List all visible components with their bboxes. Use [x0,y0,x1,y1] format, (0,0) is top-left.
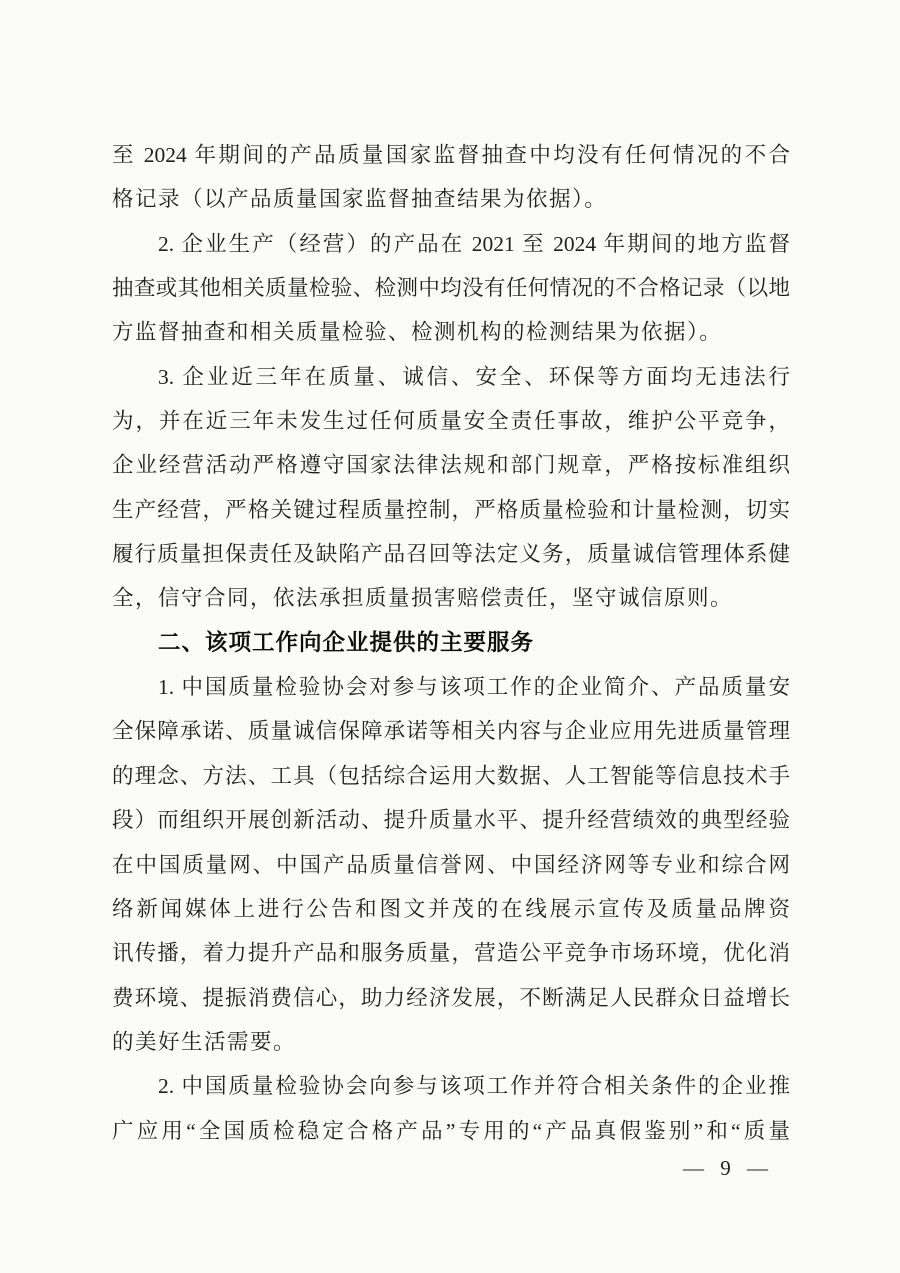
body-text-line: 至 2024 年期间的产品质量国家监督抽查中均没有任何情况的不合 [112,143,790,167]
body-text-line: 格记录（以产品质量国家监督抽查结果为依据）。 [112,187,608,212]
body-text-line: 生产经营，严格关键过程质量控制，严格质量检验和计量检测，切实 [112,497,790,522]
body-text-line: 3. 企业近三年在质量、诚信、安全、环保等方面均无违法行 [158,364,790,389]
body-text-line: 讯传播，着力提升产品和服务质量，营造公平竞争市场环境，优化消 [112,941,790,966]
body-text-line: 的美好生活需要。 [112,1029,297,1054]
page-number: — 9 — [683,1156,769,1180]
body-text-line: 全保障承诺、质量诚信保障承诺等相关内容与企业应用先进质量管理 [112,719,790,744]
body-text-line: 全，信守合同，依法承担质量损害赔偿责任，坚守诚信原则。 [112,586,734,611]
body-text-line: 在中国质量网、中国产品质量信誉网、中国经济网等专业和综合网 [112,852,790,877]
body-text-line: 2. 中国质量检验协会向参与该项工作并符合相关条件的企业推 [158,1074,790,1099]
body-text-line: 的理念、方法、工具（包括综合运用大数据、人工智能等信息技术手 [112,763,790,788]
body-text-line: 段）而组织开展创新活动、提升质量水平、提升经营绩效的典型经验 [112,808,790,833]
body-text-line: 费环境、提振消费信心，助力经济发展，不断满足人民群众日益增长 [112,985,790,1010]
body-text-line: 为，并在近三年未发生过任何质量安全责任事故，维护公平竞争， [112,409,790,434]
body-text-line: 广应用“全国质检稳定合格产品”专用的“产品真假鉴别”和“质量 [112,1118,790,1143]
body-text-line: 络新闻媒体上进行公告和图文并茂的在线展示宣传及质量品牌资 [112,896,790,921]
body-text-line: 方监督抽查和相关质量检验、检测机构的检测结果为依据）。 [112,320,723,345]
body-text-line: 企业经营活动严格遵守国家法律法规和部门规章，严格按标准组织 [112,453,790,478]
body-text-line: 履行质量担保责任及缺陷产品召回等法定义务，质量诚信管理体系健 [112,542,790,567]
body-text-line: 1. 中国质量检验协会对参与该项工作的企业简介、产品质量安 [158,675,790,700]
document-body [112,133,790,1153]
body-text-line: 抽查或其他相关质量检验、检测中均没有任何情况的不合格记录（以地 [112,276,790,301]
body-text-line: 2. 企业生产（经营）的产品在 2021 至 2024 年期间的地方监督 [158,231,790,256]
section-heading: 二、该项工作向企业提供的主要服务 [158,629,535,655]
